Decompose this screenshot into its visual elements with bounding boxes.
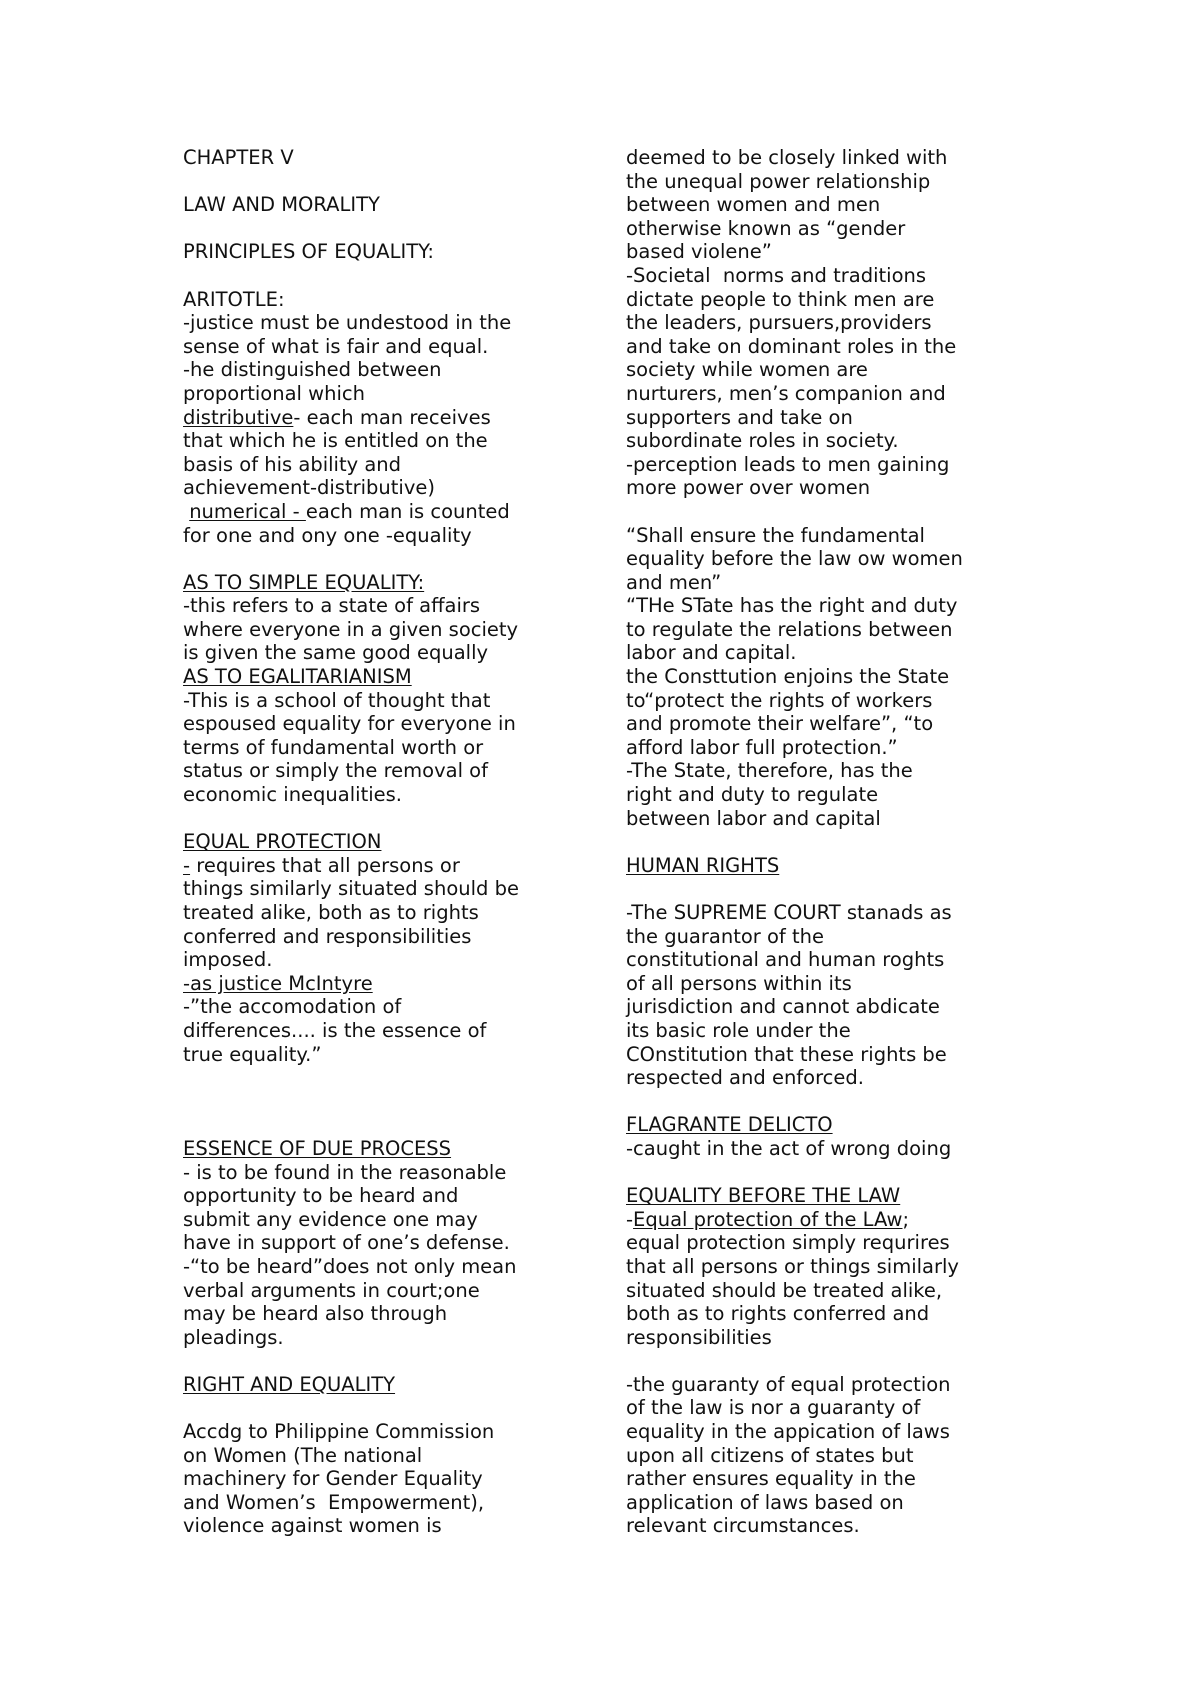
- blank-line: [626, 1161, 1036, 1185]
- text-line: subordinate roles in society.: [626, 429, 899, 453]
- text-line: [183, 854, 593, 878]
- text-line: opportunity to be heard and: [183, 1184, 459, 1208]
- text-line: -justice must be undestood in the: [183, 311, 512, 335]
- text-line: -The SUPREME COURT stanads as: [626, 901, 952, 924]
- text-line: of all persons within its: [626, 971, 852, 995]
- text-line: situated should be treated alike,: [626, 1278, 943, 1302]
- text-line: -The State, therefore, has the: [626, 759, 913, 783]
- text-line: rather ensures equality in the: [626, 1467, 916, 1491]
- left-column: [183, 146, 593, 1538]
- text-line: supporters and take on: [626, 405, 853, 429]
- section-heading-principles: PRINCIPLES OF EQUALITY:: [183, 240, 434, 264]
- text-line: things similarly situated should be: [183, 877, 519, 901]
- text-line: equal protection simply requrires: [626, 1231, 950, 1255]
- blank-line: [183, 1396, 593, 1420]
- blank-line: [183, 1090, 593, 1114]
- text-line: - is to be found in the reasonable: [183, 1160, 507, 1184]
- text-line: true equality.”: [183, 1042, 322, 1066]
- term-numerical: numerical -: [189, 499, 306, 523]
- text-fragment: requires that all persons or: [190, 853, 460, 877]
- text-line: for one and ony one -equality: [183, 523, 472, 547]
- text-line: on Women (The national: [183, 1443, 423, 1467]
- text-line: -the guaranty of equal protection: [626, 1372, 951, 1396]
- blank-line: [626, 1090, 1036, 1114]
- text-line: to“protect the rights of workers: [626, 688, 933, 712]
- section-heading-due-process: ESSENCE OF DUE PROCESS: [183, 1136, 452, 1160]
- text-line: -”the accomodation of: [183, 995, 402, 1019]
- text-line: to regulate the relations between: [626, 617, 953, 641]
- text-line: upon all citizens of states but: [626, 1443, 914, 1467]
- text-line: right and duty to regulate: [626, 783, 879, 807]
- text-line: respected and enforced.: [626, 1066, 864, 1090]
- text-line: constitutional and human roghts: [626, 948, 945, 972]
- blank-line: [183, 217, 593, 241]
- text-line: [626, 1208, 1036, 1232]
- text-line: may be heard also through: [183, 1302, 448, 1326]
- text-fragment: each man is counted: [305, 499, 510, 523]
- text-fragment: - each man receives: [293, 405, 491, 429]
- text-line: and take on dominant roles in the: [626, 334, 957, 358]
- text-line: application of laws based on: [626, 1490, 904, 1514]
- text-line: deemed to be closely linked with: [626, 146, 948, 169]
- chapter-heading: CHAPTER V: [183, 146, 294, 169]
- text-line: is given the same good equally: [183, 641, 489, 665]
- text-line: -this refers to a state of affairs: [183, 594, 481, 618]
- text-line: responsibilities: [626, 1325, 772, 1349]
- text-line: between labor and capital: [626, 806, 881, 830]
- underlined-dash: -: [183, 853, 191, 877]
- term-distributive: distributive: [183, 405, 294, 429]
- text-line: the unequal power relationship: [626, 169, 931, 193]
- text-line: economic inequalities.: [183, 783, 402, 807]
- blank-line: [626, 1349, 1036, 1373]
- text-line: imposed.: [183, 948, 273, 972]
- quote-line: and men”: [626, 570, 722, 594]
- text-line: jurisdiction and cannot abdicate: [626, 995, 940, 1019]
- text-line: [183, 406, 593, 430]
- text-line: -caught in the act of wrong doing: [626, 1136, 952, 1160]
- section-heading-right-and-equality: RIGHT AND EQUALITY: [183, 1372, 396, 1396]
- text-line: achievement-distributive): [183, 476, 435, 500]
- text-line: proportional which: [183, 381, 365, 405]
- text-fragment: -: [626, 1207, 634, 1231]
- blank-line: [626, 500, 1036, 524]
- text-line: equality in the appication of laws: [626, 1420, 950, 1444]
- text-line: treated alike, both as to rights: [183, 901, 479, 924]
- quote-line: “Shall ensure the fundamental: [626, 523, 925, 547]
- quote-line: “THe STate has the right and duty: [626, 594, 958, 618]
- text-line: that all persons or things similarly: [626, 1254, 959, 1278]
- text-line: between women and men: [626, 193, 881, 217]
- text-line: the leaders, pursuers,providers: [626, 311, 932, 335]
- text-line: of the law is nor a guaranty of: [626, 1396, 921, 1420]
- text-line: violence against women is: [183, 1514, 442, 1538]
- text-line: terms of fundamental worth or: [183, 735, 484, 759]
- text-line: -Societal norms and traditions: [626, 263, 927, 287]
- text-line: the Consttution enjoins the State: [626, 665, 950, 689]
- section-heading-simple-equality: AS TO SIMPLE EQUALITY:: [183, 570, 425, 594]
- text-line: pleadings.: [183, 1325, 284, 1349]
- blank-line: [183, 547, 593, 571]
- text-line: espoused equality for everyone in: [183, 712, 516, 736]
- text-line: and promote their welfare”, “to: [626, 712, 934, 736]
- blank-line: [183, 807, 593, 831]
- blank-line: [183, 1066, 593, 1090]
- blank-line: [626, 877, 1036, 901]
- text-line: conferred and responsibilities: [183, 924, 472, 948]
- text-line: otherwise known as “gender: [626, 216, 906, 240]
- chapter-title: LAW AND MORALITY: [183, 193, 380, 217]
- text-line: relevant circumstances.: [626, 1514, 860, 1538]
- text-fragment: ;: [902, 1207, 910, 1231]
- blank-line: [183, 170, 593, 194]
- quote-line: equality before the law ow women: [626, 547, 963, 571]
- text-line: sense of what is fair and equal.: [183, 334, 489, 358]
- text-line: -perception leads to men gaining: [626, 452, 950, 476]
- text-line: status or simply the removal of: [183, 759, 488, 783]
- text-line: verbal arguments in court;one: [183, 1278, 480, 1302]
- text-line: its basic role under the: [626, 1018, 851, 1042]
- citation-justice-mcintyre: -as justice McIntyre: [183, 971, 373, 995]
- text-line: COnstitution that these rights be: [626, 1042, 947, 1066]
- section-heading-flagrante-delicto: FLAGRANTE DELICTO: [626, 1113, 833, 1137]
- text-line: submit any evidence one may: [183, 1207, 478, 1231]
- text-line: -This is a school of thought that: [183, 688, 491, 712]
- section-heading-equality-before-law: EQUALITY BEFORE THE LAW: [626, 1184, 901, 1208]
- text-line: differences.... is the essence of: [183, 1018, 487, 1042]
- text-line: have in support of one’s defense.: [183, 1231, 510, 1255]
- blank-line: [183, 1349, 593, 1373]
- blank-line: [183, 1113, 593, 1137]
- text-line: labor and capital.: [626, 641, 797, 665]
- text-line: dictate people to think men are: [626, 287, 935, 311]
- text-line: afford labor full protection.”: [626, 735, 898, 759]
- term-equal-protection: Equal protection of the LAw: [633, 1207, 903, 1231]
- text-line: based violene”: [626, 240, 772, 264]
- section-heading-human-rights: HUMAN RIGHTS: [626, 853, 780, 877]
- section-heading-equal-protection: EQUAL PROTECTION: [183, 830, 382, 854]
- text-line: and Women’s Empowerment),: [183, 1490, 485, 1514]
- text-line: that which he is entitled on the: [183, 429, 488, 453]
- text-line: machinery for Gender Equality: [183, 1467, 483, 1491]
- text-line: Accdg to Philippine Commission: [183, 1420, 495, 1444]
- blank-line: [626, 830, 1036, 854]
- text-line: [183, 500, 593, 524]
- blank-line: [183, 264, 593, 288]
- text-line: the guarantor of the: [626, 924, 824, 948]
- text-line: nurturers, men’s companion and: [626, 381, 946, 405]
- text-line: -he distinguished between: [183, 358, 442, 382]
- text-line: more power over women: [626, 476, 871, 500]
- text-line: society while women are: [626, 358, 868, 382]
- text-line: -“to be heard”does not only mean: [183, 1254, 517, 1278]
- text-line: where everyone in a given society: [183, 617, 519, 641]
- subheading-aristotle: ARITOTLE:: [183, 287, 285, 311]
- right-column: [626, 146, 1036, 1538]
- text-line: both as to rights conferred and: [626, 1302, 930, 1326]
- text-line: basis of his ability and: [183, 452, 402, 476]
- section-heading-egalitarianism: AS TO EGALITARIANISM: [183, 665, 412, 689]
